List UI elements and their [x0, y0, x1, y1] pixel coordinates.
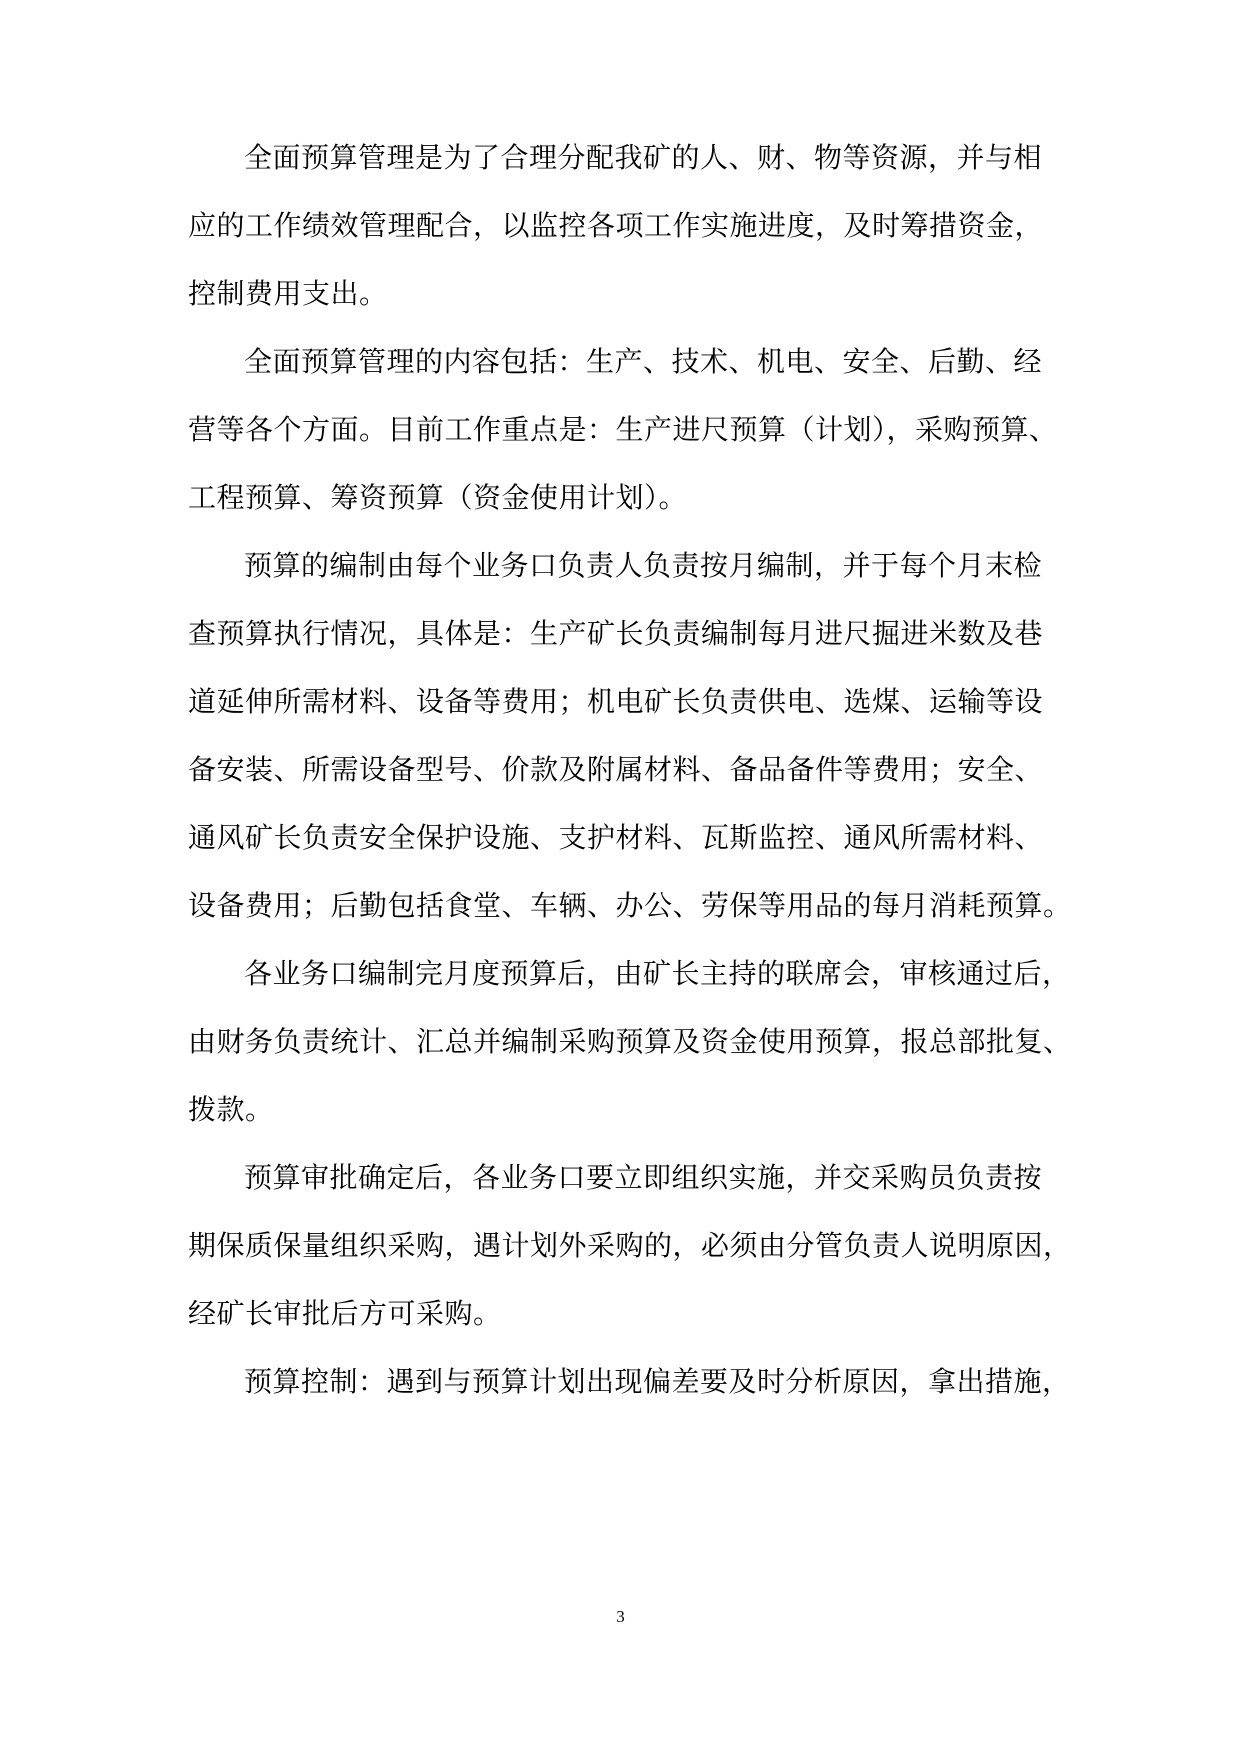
paragraph-4-line-1: 各业务口编制完月度预算后，由矿长主持的联席会，审核通过后， — [244, 957, 1071, 990]
page-number: 3 — [616, 1607, 625, 1626]
paragraph-3-line-4: 备安装、所需设备型号、价款及附属材料、备品备件等费用；安全、 — [188, 753, 1044, 786]
paragraph-3-line-1: 预算的编制由每个业务口负责人负责按月编制，并于每个月末检 — [244, 549, 1043, 582]
paragraph-2-line-2: 营等各个方面。目前工作重点是：生产进尺预算（计划），采购预算、 — [188, 413, 1058, 446]
paragraph-3-line-5: 通风矿长负责安全保护设施、支护材料、瓦斯监控、通风所需材料、 — [188, 821, 1044, 854]
paragraph-5-line-2: 期保质保量组织采购，遇计划外采购的，必须由分管负责人说明原因， — [188, 1229, 1072, 1262]
paragraph-5-line-3: 经矿长审批后方可采购。 — [188, 1297, 502, 1330]
paragraph-3-line-6: 设备费用；后勤包括食堂、车辆、办公、劳保等用品的每月消耗预算。 — [188, 889, 1072, 922]
paragraph-2-line-1: 全面预算管理的内容包括：生产、技术、机电、安全、后勤、经 — [244, 345, 1043, 378]
paragraph-3-line-2: 查预算执行情况，具体是：生产矿长负责编制每月进尺掘进米数及巷 — [188, 617, 1044, 650]
paragraph-4-line-2: 由财务负责统计、汇总并编制采购预算及资金使用预算，报总部批复、 — [188, 1025, 1072, 1058]
paragraph-1-line-3: 控制费用支出。 — [188, 277, 388, 310]
paragraph-1-line-2: 应的工作绩效管理配合，以监控各项工作实施进度，及时筹措资金， — [188, 209, 1044, 242]
paragraph-1-line-1: 全面预算管理是为了合理分配我矿的人、财、物等资源，并与相 — [244, 141, 1043, 174]
paragraph-2-line-3: 工程预算、筹资预算（资金使用计划）。 — [188, 481, 688, 514]
paragraph-5-line-1: 预算审批确定后，各业务口要立即组织实施，并交采购员负责按 — [244, 1161, 1043, 1194]
paragraph-4-line-3: 拨款。 — [188, 1093, 274, 1126]
paragraph-3-line-3: 道延伸所需材料、设备等费用；机电矿长负责供电、选煤、运输等设 — [188, 685, 1044, 718]
paragraph-6-line-1: 预算控制：遇到与预算计划出现偏差要及时分析原因，拿出措施， — [244, 1365, 1071, 1398]
